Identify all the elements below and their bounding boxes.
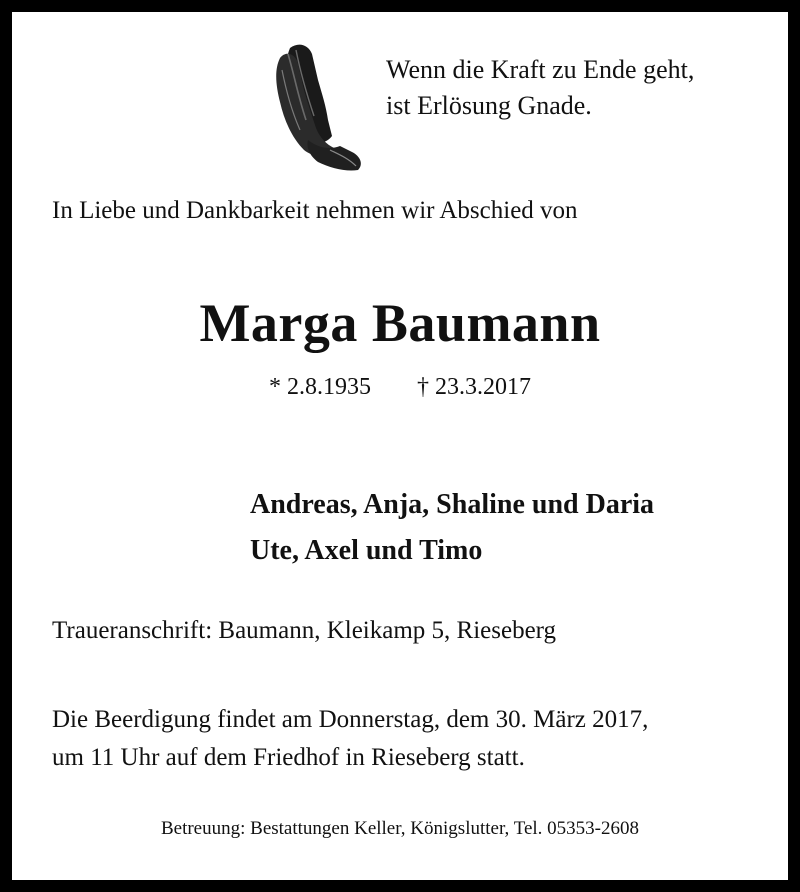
praying-hands-icon xyxy=(268,40,368,174)
undertaker-footer: Betreuung: Bestattungen Keller, Königslutter, Tel. 05353-2608 xyxy=(160,818,640,839)
deceased-name: Marga Baumann xyxy=(199,293,601,353)
intro-text: In Liebe und Dankbarkeit nehmen wir Abschied von xyxy=(52,197,578,224)
funeral-notice xyxy=(52,701,648,777)
mourners xyxy=(250,482,654,574)
death-date: † 23.3.2017 xyxy=(417,374,531,400)
mourners-line-2: Ute, Axel und Timo xyxy=(250,535,483,566)
motto xyxy=(386,52,694,124)
birth-date: * 2.8.1935 xyxy=(269,374,371,400)
motto-line-2: ist Erlösung Gnade. xyxy=(386,91,592,120)
motto-line-1: Wenn die Kraft zu Ende geht, xyxy=(386,55,695,84)
mourning-address: Traueranschrift: Baumann, Kleikamp 5, Rieseberg xyxy=(52,617,557,644)
mourners-line-1: Andreas, Anja, Shaline und Daria xyxy=(250,489,655,520)
life-dates xyxy=(0,374,800,401)
funeral-line-1: Die Beerdigung findet am Donnerstag, dem 30. März 2017, xyxy=(52,706,649,733)
funeral-line-2: um 11 Uhr auf dem Friedhof in Rieseberg statt. xyxy=(52,744,525,771)
